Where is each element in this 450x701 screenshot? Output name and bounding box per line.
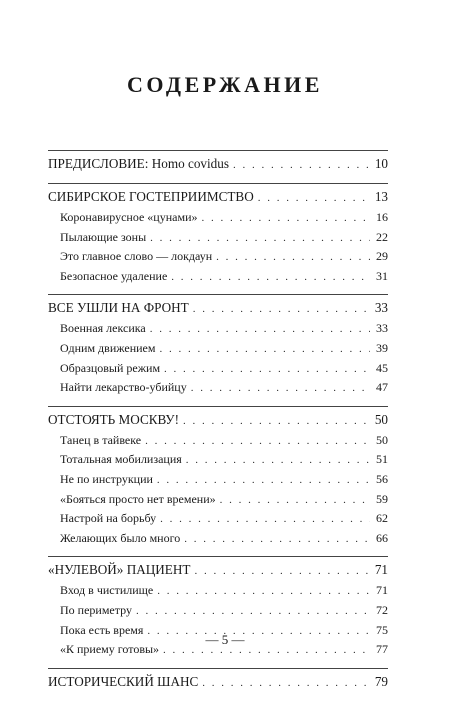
toc-section [48,184,388,294]
toc-subchapter-page-number: 47 [376,380,388,395]
toc-subchapter [48,433,388,453]
toc-subchapter-page-number: 56 [376,471,388,486]
toc-subchapter-page-number: 75 [376,622,388,637]
dot-leader [194,565,370,577]
toc-subchapter-title: «К приему готовы» [60,642,160,657]
toc-subchapter-title: Вход в чистилище [60,583,154,598]
dot-leader [202,212,371,224]
toc-chapter [48,156,388,177]
toc-chapter [48,300,388,321]
toc-chapter-title: ОТСТОЯТЬ МОСКВУ! [48,411,180,427]
page-title: СОДЕРЖАНИЕ [127,72,323,97]
toc-subchapter-page-number: 16 [376,210,388,224]
dot-leader [202,677,370,689]
toc-chapter-title: «НУЛЕВОЙ» ПАЦИЕНТ [48,562,191,578]
toc-subchapter [48,361,388,381]
toc-subchapter [48,249,388,269]
dot-leader [164,363,370,375]
toc-section [48,151,388,183]
toc-subchapter [48,531,388,551]
toc-subchapter [48,341,388,361]
toc-subchapter [48,230,388,250]
toc-subchapter-page-number: 33 [376,321,388,336]
toc-section [48,407,388,557]
toc-subchapter-title: По периметру [60,602,132,617]
toc-section [48,557,388,667]
toc-subchapter-page-number: 39 [376,340,388,355]
toc-subchapter [48,472,388,492]
toc-subchapter-title: Коронавирусное «цунами» [60,210,198,224]
toc-subchapter-page-number: 45 [376,360,388,375]
table-of-contents [48,150,388,701]
toc-chapter [48,189,388,210]
toc-subchapter-page-number: 29 [376,249,388,264]
dot-leader [183,415,370,427]
toc-subchapter-title: Желающих было много [60,530,181,545]
toc-chapter-title: ВСЕ УШЛИ НА ФРОНТ [48,300,189,316]
toc-subchapter [48,210,388,230]
toc-chapter-page-number: 13 [374,189,388,204]
toc-subchapter-title: Пылающие зоны [60,229,147,244]
toc-subchapter [48,583,388,603]
toc-subchapter-page-number: 50 [376,432,388,447]
toc-subchapter-title: Не по инструкции [60,471,153,486]
toc-chapter-page-number: 33 [374,300,388,316]
dot-leader [150,232,370,244]
toc-subchapter [48,380,388,400]
toc-subchapter-title: Это главное слово — локдаун [60,249,213,264]
dot-leader [160,513,370,525]
dot-leader [157,585,370,597]
dot-leader [220,494,370,506]
toc-subchapter-title: Образцовый режим [60,360,161,375]
dot-leader [150,323,370,335]
toc-subchapter [48,603,388,623]
toc-subchapter-page-number: 71 [376,583,388,598]
toc-subchapter-page-number: 31 [376,268,388,283]
toc-section [48,669,388,701]
dot-leader [159,343,370,355]
toc-subchapter-title: Безопасное удаление [60,268,168,283]
toc-chapter-page-number: 50 [374,411,388,427]
dot-leader [216,251,370,263]
toc-subchapter-title: Военная лексика [60,321,146,336]
toc-subchapter-title: Одним движением [60,340,156,355]
toc-chapter-page-number: 10 [374,156,388,171]
toc-chapter [48,562,388,583]
toc-subchapter [48,511,388,531]
toc-subchapter-title: Тотальная мобилизация [60,452,182,467]
toc-chapter [48,674,388,695]
dot-leader [233,159,370,171]
dot-leader [186,454,370,466]
toc-chapter-title: СИБИРСКОЕ ГОСТЕПРИИМСТВО [48,189,254,204]
toc-subchapter-page-number: 51 [376,452,388,467]
toc-subchapter-title: Танец в тайвеке [60,432,142,447]
dot-leader [157,474,370,486]
dot-leader [136,605,370,617]
toc-subchapter-page-number: 62 [376,511,388,526]
toc-chapter-title: ПРЕДИСЛОВИЕ: Homo covidus [48,156,229,171]
toc-chapter-page-number: 79 [374,673,388,689]
toc-subchapter-title: Найти лекарство-убийцу [60,380,187,395]
toc-subchapter-title: Пока есть время [60,622,144,637]
toc-subchapter [48,269,388,289]
dot-leader [171,271,370,283]
toc-subchapter-page-number: 59 [376,491,388,506]
toc-subchapter [48,452,388,472]
toc-subchapter [48,492,388,512]
toc-chapter-page-number: 71 [374,562,388,578]
dot-leader [184,533,370,545]
toc-subchapter-page-number: 66 [376,530,388,545]
dot-leader [258,192,370,204]
toc-subchapter-title: Настрой на борьбу [60,511,157,526]
dot-leader [193,303,370,315]
dot-leader [145,435,370,447]
toc-subchapter-page-number: 22 [376,229,388,244]
toc-subchapter-page-number: 77 [376,642,388,657]
dot-leader [191,382,370,394]
toc-subchapter-title: «Бояться просто нет времени» [60,491,216,506]
toc-subchapter-page-number: 72 [376,602,388,617]
toc-subchapter [48,321,388,341]
toc-section [48,295,388,405]
toc-chapter-title: ИСТОРИЧЕСКИЙ ШАНС [48,673,199,689]
toc-chapter [48,412,388,433]
page-number: — 5 — [205,632,245,647]
